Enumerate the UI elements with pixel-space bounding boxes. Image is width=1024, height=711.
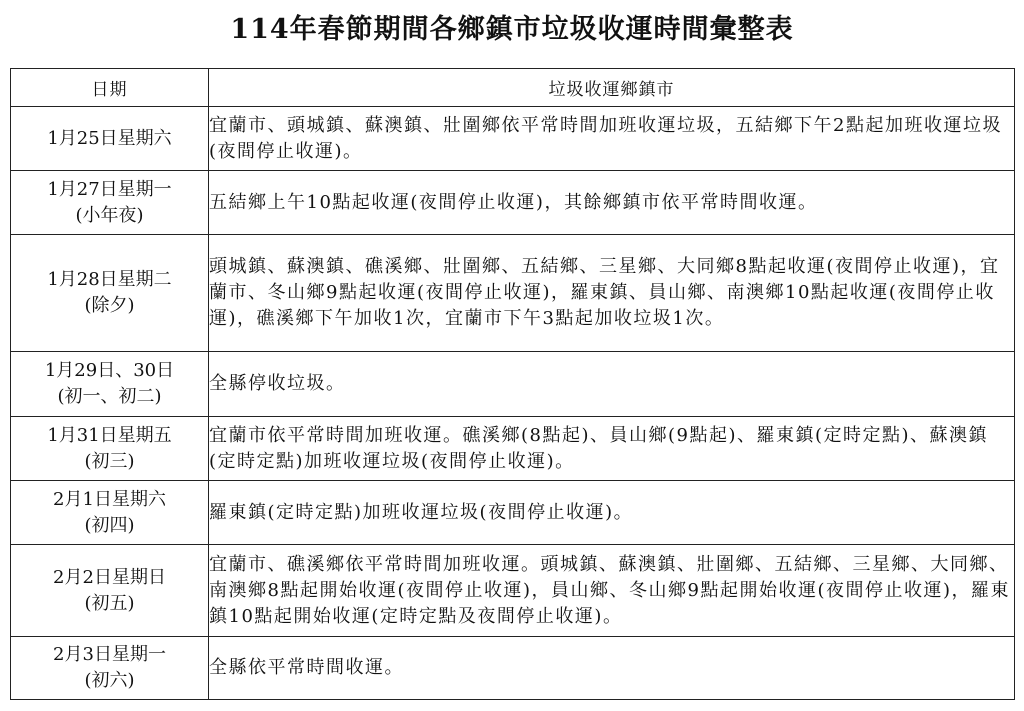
date-text: 1月29日、30日	[44, 360, 175, 381]
content-cell: 羅東鎮(定時定點)加班收運垃圾(夜間停止收運)。	[209, 481, 1015, 545]
date-note: (初六)	[84, 670, 135, 691]
date-text: 2月1日星期六	[53, 488, 166, 510]
table-row	[11, 417, 1015, 481]
header-content: 垃圾收運鄉鎮市	[209, 69, 1015, 107]
content-cell: 全縣依平常時間收運。	[209, 637, 1015, 700]
content-cell: 全縣停收垃圾。	[209, 352, 1015, 417]
page-title: 114年春節期間各鄉鎮市垃圾收運時間彙整表	[230, 14, 794, 45]
date-cell	[11, 235, 209, 352]
date-text: 2月3日星期一	[53, 644, 166, 665]
content-cell: 宜蘭市依平常時間加班收運。礁溪鄉(8點起)、員山鄉(9點起)、羅東鎮(定時定點)、蘇澳鎮(定時定點)加班收運垃圾(夜間停止收運)。	[209, 417, 1015, 481]
date-text: 1月31日星期五	[47, 424, 172, 446]
date-cell	[11, 417, 209, 481]
date-text: 1月27日星期一	[47, 178, 172, 200]
table-row	[11, 107, 1015, 171]
table-row	[11, 352, 1015, 417]
date-cell	[11, 107, 209, 171]
date-text: 1月25日星期六	[47, 127, 172, 149]
date-note: (初三)	[84, 450, 135, 472]
schedule-table	[10, 68, 1015, 700]
table-row	[11, 545, 1015, 637]
date-text: 2月2日星期日	[53, 566, 166, 588]
table-header-row	[11, 69, 1015, 107]
date-note: (初四)	[84, 514, 135, 536]
date-note: (小年夜)	[75, 204, 144, 226]
table-row	[11, 481, 1015, 545]
table-row	[11, 637, 1015, 700]
content-cell: 頭城鎮、蘇澳鎮、礁溪鄉、壯圍鄉、五結鄉、三星鄉、大同鄉8點起收運(夜間停止收運)，宜蘭市、冬山鄉9點起收運(夜間停止收運)，羅東鎮、員山鄉、南澳鄉10點起收運(夜間停止收運)，礁溪鄉下午加收1次，宜蘭市下午3點起加收垃圾1次。	[209, 235, 1015, 352]
header-date: 日期	[11, 69, 209, 107]
date-text: 1月28日星期二	[47, 269, 172, 290]
date-note: (初一、初二)	[57, 386, 162, 407]
date-cell	[11, 481, 209, 545]
date-note: (除夕)	[84, 295, 135, 316]
date-cell	[11, 545, 209, 637]
date-cell	[11, 352, 209, 417]
date-note: (初五)	[84, 592, 135, 614]
content-cell: 宜蘭市、礁溪鄉依平常時間加班收運。頭城鎮、蘇澳鎮、壯圍鄉、五結鄉、三星鄉、大同鄉、南澳鄉8點起開始收運(夜間停止收運)，員山鄉、冬山鄉9點起開始收運(夜間停止收運)，羅東鎮10點起開始收運(定時定點及夜間停止收運)。	[209, 545, 1015, 637]
table-row	[11, 171, 1015, 235]
date-cell	[11, 637, 209, 700]
content-cell: 宜蘭市、頭城鎮、蘇澳鎮、壯圍鄉依平常時間加班收運垃圾，五結鄉下午2點起加班收運垃圾(夜間停止收運)。	[209, 107, 1015, 171]
date-cell	[11, 171, 209, 235]
table-row	[11, 235, 1015, 352]
content-cell: 五結鄉上午10點起收運(夜間停止收運)，其餘鄉鎮市依平常時間收運。	[209, 171, 1015, 235]
